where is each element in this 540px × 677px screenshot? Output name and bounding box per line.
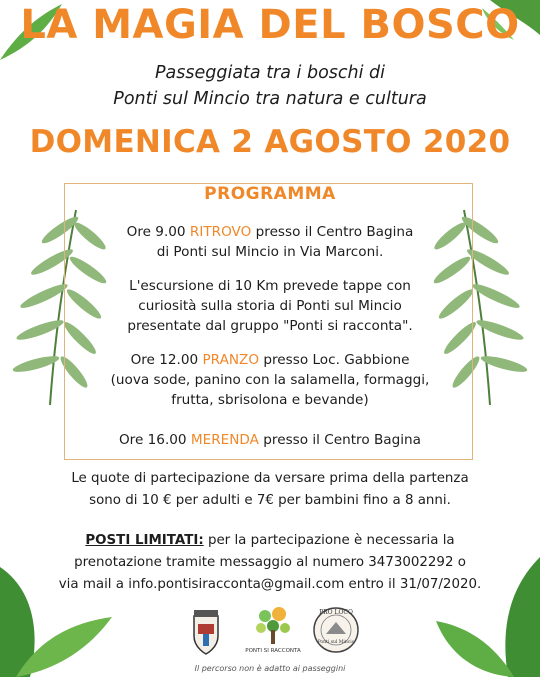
- ponti-si-racconta-logo: [243, 606, 303, 658]
- event-title: LA MAGIA DEL BOSCO: [20, 2, 520, 48]
- fees-info: [40, 468, 500, 512]
- item3-highlight: PRANZO: [202, 352, 260, 368]
- pro-loco-bottom-text: Ponti sul Mincio: [317, 640, 355, 645]
- event-date: DOMENICA 2 AGOSTO 2020: [29, 124, 511, 160]
- booking-line-2: prenotazione tramite messaggio al numero 3473002292 o: [74, 555, 466, 570]
- program-item-pranzo: [76, 350, 464, 410]
- item2-line2: curiosità sulla storia di Ponti sul Mincio: [138, 298, 402, 314]
- footer-note: Il percorso non è adatto ai passeggini: [194, 664, 346, 673]
- fees-line-2: sono di 10 € per adulti e 7€ per bambini fino a 8 anni.: [89, 493, 451, 508]
- item3-time: Ore 12.00: [130, 352, 203, 368]
- booking-line-1: per la partecipazione è necessaria la: [203, 533, 455, 548]
- item1-place: presso il Centro Bagina: [251, 224, 414, 240]
- posti-limitati-label: POSTI LIMITATI:: [85, 533, 204, 548]
- item2-line1: L'escursione di 10 Km prevede tappe con: [129, 278, 411, 294]
- subtitle-line-2: Ponti sul Mincio tra natura e cultura: [113, 89, 427, 109]
- item3-place: presso Loc. Gabbione: [259, 352, 410, 368]
- item4-time: Ore 16.00: [118, 432, 191, 448]
- pro-loco-top-text: PRO LOCO: [319, 609, 353, 616]
- pro-loco-logo: [312, 606, 360, 658]
- program-item-merenda: [96, 430, 444, 450]
- municipal-coat-of-arms-icon: [186, 606, 226, 658]
- item3-line3: frutta, sbrisolona e bevande): [171, 392, 369, 408]
- item1-highlight: RITROVO: [189, 224, 252, 240]
- program-item-escursione: [96, 276, 444, 336]
- item1-line2: di Ponti sul Mincio in Via Marconi.: [156, 244, 384, 260]
- item4-highlight: MERENDA: [190, 432, 259, 448]
- tree-icon: [243, 606, 303, 646]
- ponti-si-racconta-label: PONTI SI RACCONTA: [245, 648, 301, 654]
- item1-time: Ore 9.00: [126, 224, 190, 240]
- item4-place: presso il Centro Bagina: [258, 432, 421, 448]
- item3-line2: (uova sode, panino con la salamella, formaggi,: [110, 372, 430, 388]
- booking-info: [30, 530, 510, 596]
- fees-line-1: Le quote di partecipazione da versare prima della partenza: [71, 471, 469, 486]
- item2-line3: presentate dal gruppo "Ponti si racconta".: [127, 318, 413, 334]
- subtitle-line-1: Passeggiata tra i boschi di: [154, 63, 386, 83]
- booking-line-3: via mail a info.pontisiracconta@gmail.com entro il 31/07/2020.: [58, 577, 482, 592]
- program-heading: PROGRAMMA: [204, 184, 336, 204]
- program-item-ritrovo: [96, 222, 444, 262]
